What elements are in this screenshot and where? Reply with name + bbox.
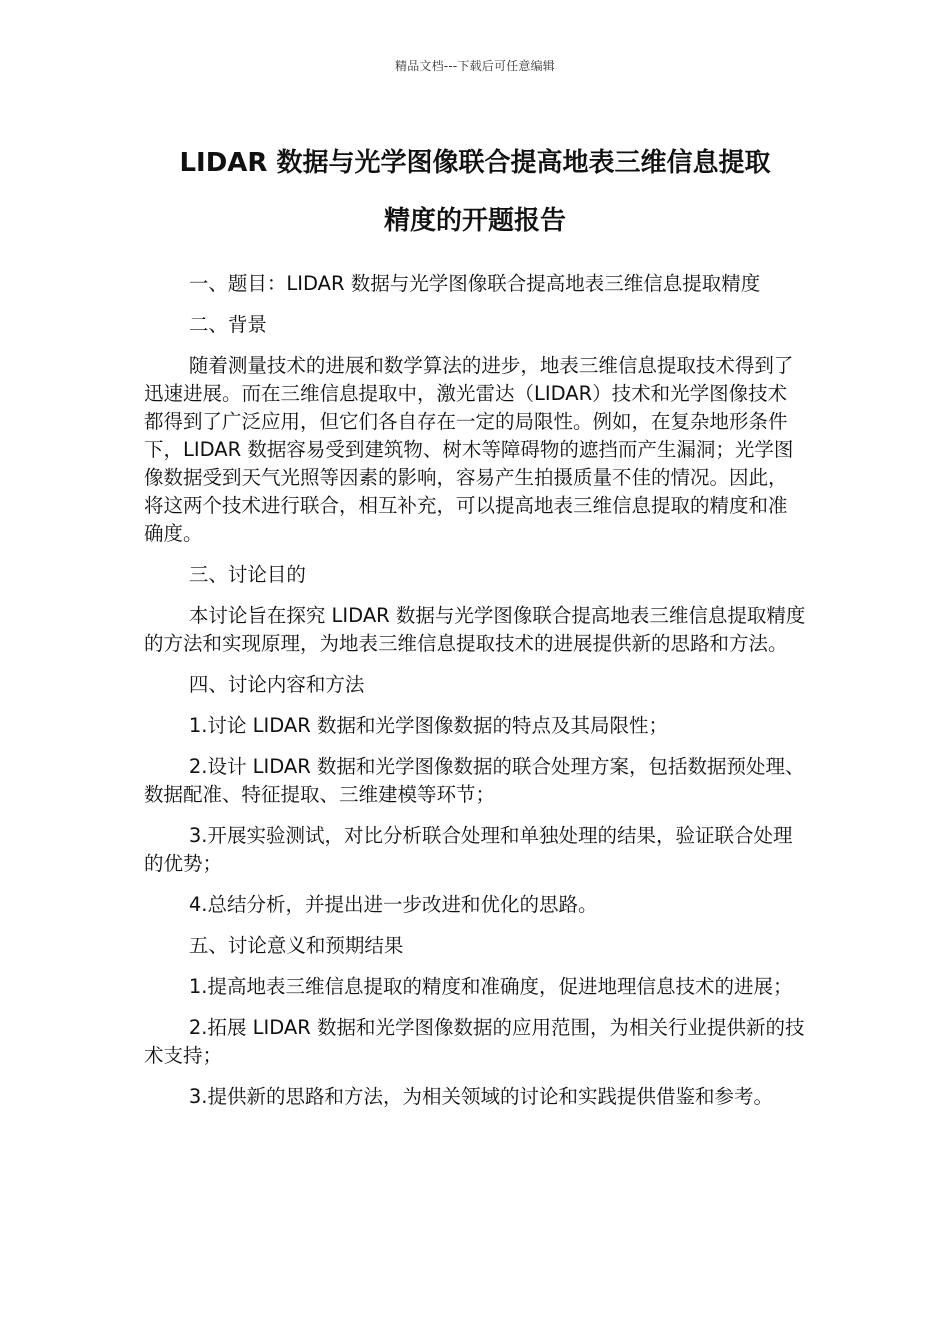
paragraph-purpose: 本讨论旨在探究 LIDAR 数据与光学图像联合提高地表三维信息提取精度的方法和实现原理，为地表三维信息提取技术的进展提供新的思路和方法。 — [144, 604, 806, 655]
section-heading-content-methods: 四、讨论内容和方法 — [188, 673, 365, 696]
list-item: 3.开展实验测试，对比分析联合处理和单独处理的结果，验证联合处理的优势； — [144, 824, 793, 875]
header-note: 精品文档---下载后可任意编辑 — [395, 59, 555, 73]
section-heading-topic: 一、题目：LIDAR 数据与光学图像联合提高地表三维信息提取精度 — [188, 272, 761, 295]
list-item: 4.总结分析，并提出进一步改进和优化的思路。 — [188, 893, 598, 916]
title-line-2: 精度的开题报告 — [383, 206, 566, 236]
list-item: 1.提高地表三维信息提取的精度和准确度，促进地理信息技术的进展； — [188, 975, 793, 998]
list-item: 1.讨论 LIDAR 数据和光学图像数据的特点及其局限性； — [188, 714, 669, 737]
document-body — [144, 270, 806, 1124]
list-item: 3.提供新的思路和方法，为相关领域的讨论和实践提供借鉴和参考。 — [188, 1085, 773, 1108]
section-heading-purpose: 三、讨论目的 — [188, 563, 306, 586]
document-title — [120, 134, 830, 250]
section-heading-background: 二、背景 — [188, 313, 267, 336]
section-heading-significance: 五、讨论意义和预期结果 — [188, 934, 404, 957]
list-item: 2.拓展 LIDAR 数据和光学图像数据的应用范围，为相关行业提供新的技术支持； — [144, 1016, 805, 1067]
list-item: 2.设计 LIDAR 数据和光学图像数据的联合处理方案，包括数据预处理、数据配准、特征提取、三维建模等环节； — [144, 755, 805, 806]
paragraph-background: 随着测量技术的进展和数学算法的进步，地表三维信息提取技术得到了迅速进展。而在三维信息提取中，激光雷达（LIDAR）技术和光学图像技术都得到了广泛应用，但它们各自存在一定的局限性。例如，在复杂地形条件下，LIDAR 数据容易受到建筑物、树木等障碍物的遮挡而产生漏洞；光学图像数据受到天气光照等因素的影响，容易产生拍摄质量不佳的情况。因此，将这两个技术进行联合，相互补充，可以提高地表三维信息提取的精度和准确度。 — [144, 354, 794, 545]
title-line-1: LIDAR 数据与光学图像联合提高地表三维信息提取 — [179, 148, 771, 178]
